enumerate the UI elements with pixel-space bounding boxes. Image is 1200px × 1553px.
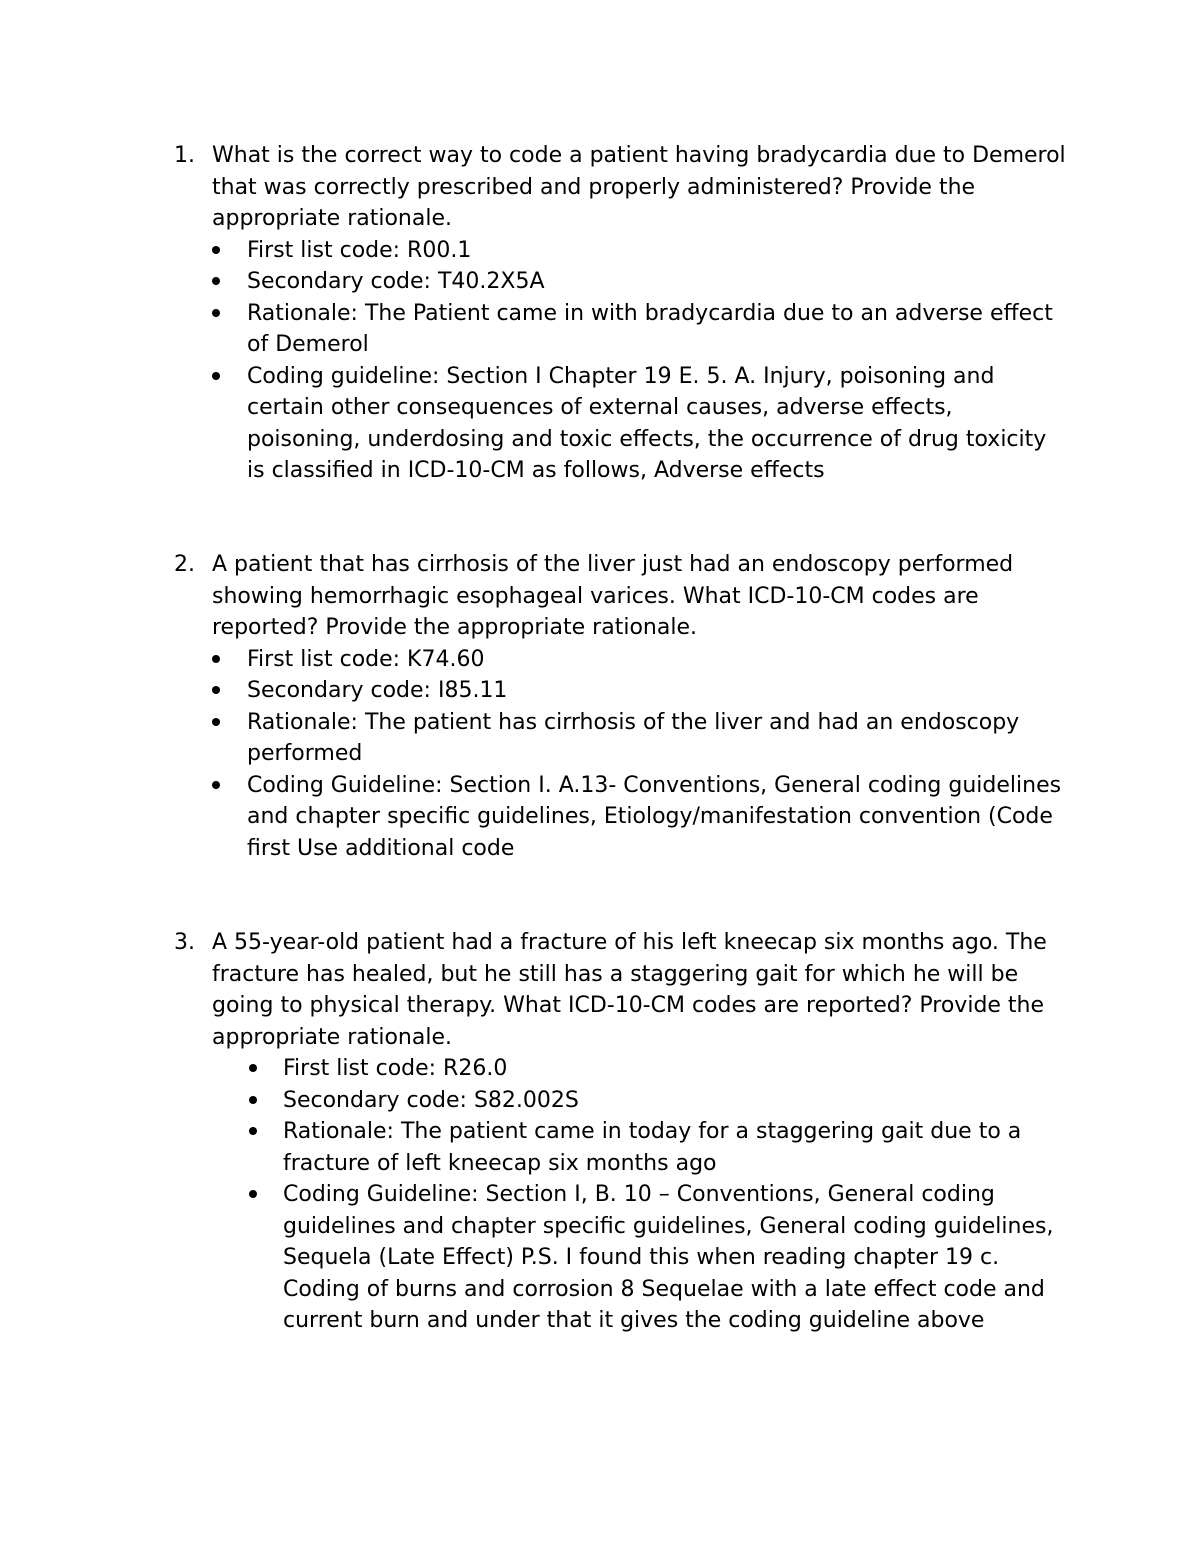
answer-text: Coding Guideline: Section I. A.13- Conventions, General coding guidelines and chapter specific guidelines, Etiology/manifestation convention (Code first Use additional code [247,772,1062,861]
answer-list [0,235,1200,487]
answer-list [0,1053,1200,1337]
answer-rationale [0,298,1200,361]
answer-text: Rationale: The patient has cirrhosis of the liver and had an endoscopy performed [247,709,1020,766]
answer-secondary-code [0,675,1200,707]
answer-text: Secondary code: S82.002S [283,1087,579,1113]
bullet-dot-icon [212,781,220,789]
question-number: 3. [174,930,195,955]
answer-text: Coding Guideline: Section I, B. 10 – Conventions, General coding guidelines and chapter specific guidelines, General coding guidelines, Sequela (Late Effect) P.S. I found this when reading chapter 19 c. Coding of burns and corrosion 8 Sequelae with a late effect code and current burn and under that it gives the coding guideline above [283,1182,1054,1333]
question-text: What is the correct way to code a patient having bradycardia due to Demerol that was correctly prescribed and properly administered? Provide the appropriate rationale. [212,143,1066,231]
bullet-dot-icon [249,1190,257,1198]
bullet-dot-icon [212,655,220,663]
answer-text: First list code: R00.1 [247,237,472,263]
answer-text: Secondary code: T40.2X5A [247,269,545,294]
answer-coding-guideline [0,770,1200,865]
bullet-dot-icon [249,1127,257,1135]
bullet-dot-icon [212,246,220,254]
answer-secondary-code [0,266,1200,298]
question-text: A 55-year-old patient had a fracture of his left kneecap six months ago. The fracture has healed, but he still has a staggering gait for which he will be going to physical therapy. What ICD-10-CM codes are reported? Provide the appropriate rationale. [212,930,1047,1050]
answer-text: Coding guideline: Section I Chapter 19 E. 5. A. Injury, poisoning and certain other consequences of external causes, adverse effects, poisoning, underdosing and toxic effects, the occurrence of drug toxicity is classified in ICD-10-CM as follows, Adverse effects [247,363,1047,483]
answer-first-list-code [0,1053,1200,1085]
bullet-dot-icon [212,718,220,726]
answer-rationale [0,707,1200,770]
answer-text: Rationale: The Patient came in with bradycardia due to an adverse effect of Demerol [247,300,1053,357]
answer-coding-guideline [0,1179,1200,1337]
answer-secondary-code [0,1085,1200,1117]
bullet-dot-icon [212,277,220,285]
bullet-dot-icon [212,372,220,380]
bullet-dot-icon [212,686,220,694]
answer-list [0,644,1200,865]
answer-rationale [0,1116,1200,1179]
question-number: 2. [174,552,195,577]
bullet-dot-icon [249,1064,257,1072]
answer-text: Rationale: The patient came in today for a staggering gait due to a fracture of left kneecap six months ago [283,1119,1022,1176]
answer-coding-guideline [0,361,1200,487]
answer-first-list-code [0,235,1200,267]
answer-text: Secondary code: I85.11 [247,678,508,703]
bullet-dot-icon [212,309,220,317]
bullet-dot-icon [249,1096,257,1104]
answer-text: First list code: R26.0 [283,1056,508,1081]
answer-text: First list code: K74.60 [247,646,485,672]
answer-first-list-code [0,644,1200,676]
question-number: 1. [174,143,195,168]
question-text: A patient that has cirrhosis of the liver just had an endoscopy performed showing hemorrhagic esophageal varices. What ICD-10-CM codes are reported? Provide the appropriate rationale. [212,552,1014,640]
